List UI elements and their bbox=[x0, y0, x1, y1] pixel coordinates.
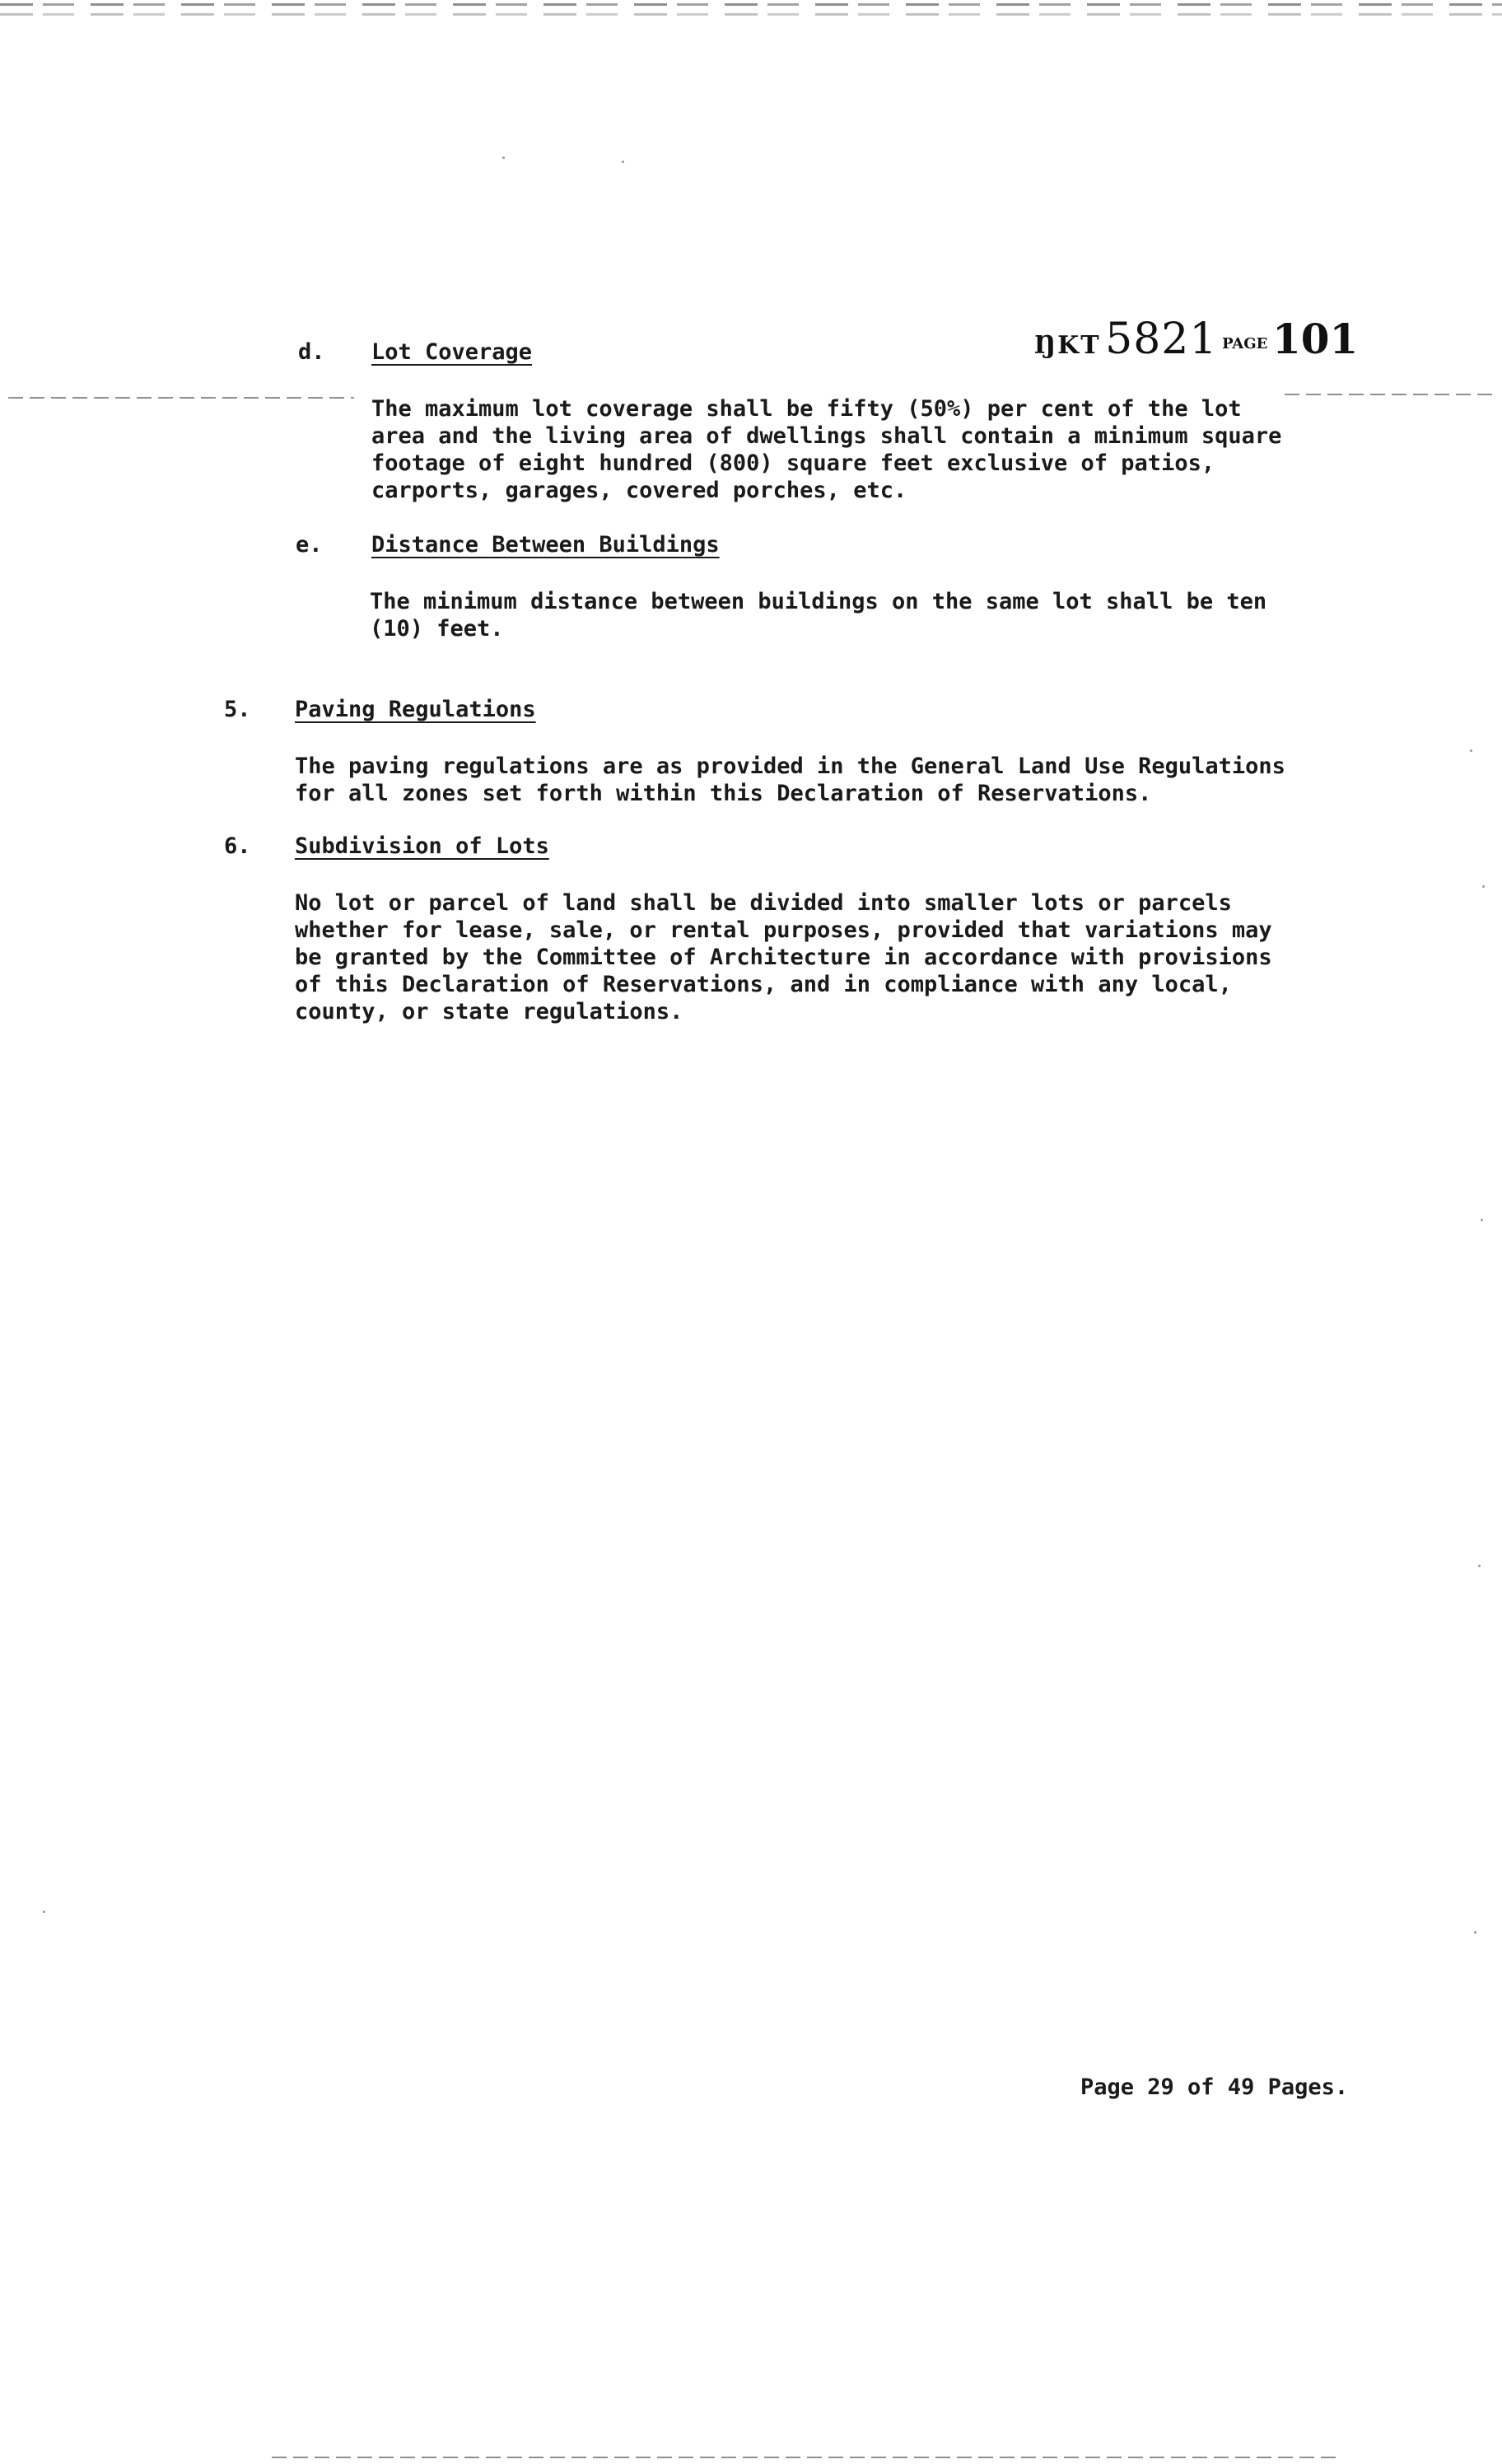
stamp-number: 5821 bbox=[1105, 315, 1218, 364]
section-d-line: carports, garages, covered porches, etc. bbox=[371, 478, 907, 503]
section-d-heading: Lot Coverage bbox=[371, 339, 533, 365]
section-5-heading: Paving Regulations bbox=[295, 697, 536, 722]
section-5-body bbox=[295, 753, 1285, 807]
scan-top-edge-2 bbox=[0, 13, 1502, 16]
speck bbox=[43, 1911, 45, 1913]
section-d-line: area and the living area of dwellings shall contain a minimum square bbox=[371, 423, 1282, 449]
speck bbox=[622, 161, 624, 163]
section-d-marker: d. bbox=[298, 339, 325, 365]
stamp-page-label: PAGE bbox=[1222, 335, 1268, 352]
speck bbox=[1474, 1931, 1476, 1934]
section-d-line: footage of eight hundred (800) square feet exclusive of patios, bbox=[371, 450, 1215, 476]
section-e-line: The minimum distance between buildings on the same lot shall be ten bbox=[370, 589, 1267, 614]
section-e-line: (10) feet. bbox=[370, 616, 504, 642]
scan-bottom-rule bbox=[272, 2457, 1342, 2458]
speck bbox=[1482, 885, 1485, 888]
speck bbox=[502, 156, 505, 159]
section-6-line: be granted by the Committee of Architecture in accordance with provisions bbox=[295, 945, 1272, 970]
section-6-line: whether for lease, sale, or rental purposes, provided that variations may bbox=[295, 917, 1272, 943]
page-number: Page 29 of 49 Pages. bbox=[1080, 2074, 1349, 2100]
section-6-heading: Subdivision of Lots bbox=[295, 833, 549, 859]
section-5-line: for all zones set forth within this Declaration of Reservations. bbox=[295, 781, 1152, 806]
recording-stamp bbox=[1034, 315, 1358, 364]
section-6-body bbox=[295, 889, 1272, 1025]
section-6-line: No lot or parcel of land shall be divided into smaller lots or parcels bbox=[295, 890, 1232, 916]
section-e-heading: Distance Between Buildings bbox=[371, 532, 720, 558]
section-5-marker: 5. bbox=[224, 697, 251, 722]
section-d-body bbox=[371, 395, 1281, 504]
section-6-line: county, or state regulations. bbox=[295, 999, 683, 1024]
speck bbox=[1470, 749, 1472, 752]
section-d-line: The maximum lot coverage shall be fifty (50%) per cent of the lot bbox=[371, 396, 1242, 422]
speck bbox=[1478, 1565, 1481, 1567]
speck bbox=[1481, 1219, 1483, 1221]
scan-rule-right bbox=[1285, 394, 1495, 395]
stamp-book: ŊKT bbox=[1034, 331, 1101, 360]
stamp-page-value: 101 bbox=[1271, 315, 1359, 363]
section-6-marker: 6. bbox=[224, 833, 251, 859]
section-e-body bbox=[370, 588, 1266, 642]
section-6-line: of this Declaration of Reservations, and in compliance with any local, bbox=[295, 972, 1232, 997]
section-5-line: The paving regulations are as provided in the General Land Use Regulations bbox=[295, 754, 1285, 779]
section-e-marker: e. bbox=[296, 532, 323, 558]
scan-top-edge bbox=[0, 3, 1502, 6]
scan-rule-left bbox=[8, 397, 354, 399]
